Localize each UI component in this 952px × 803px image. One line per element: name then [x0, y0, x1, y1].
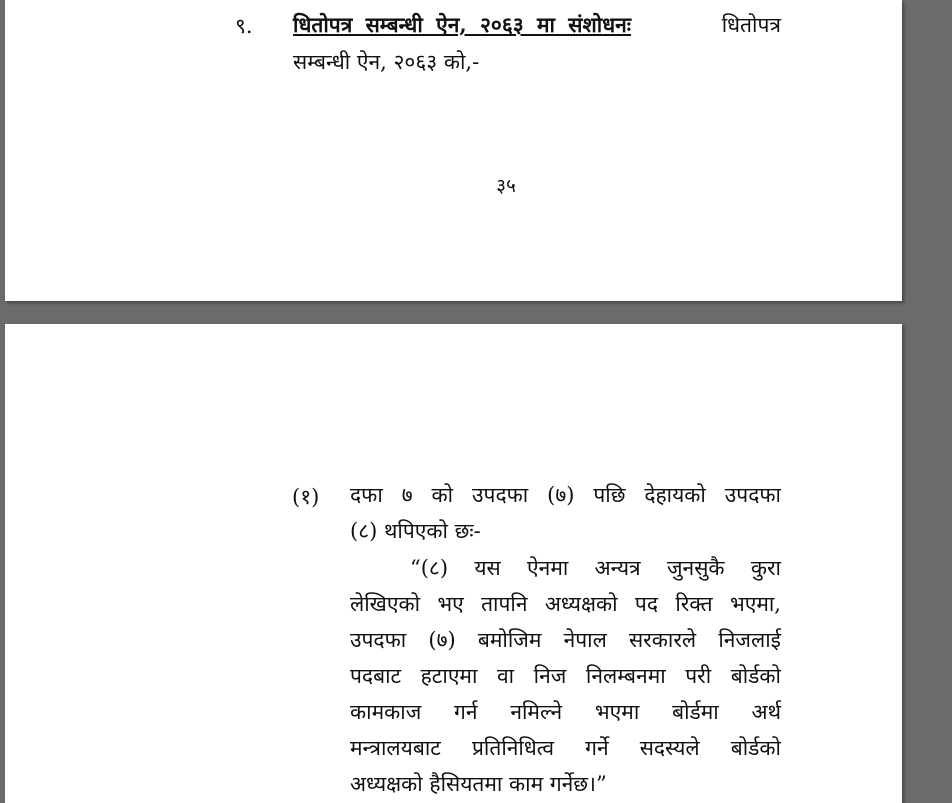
quoted-text-line: अध्यक्षको हैसियतमा काम गर्नेछ।”	[350, 772, 607, 796]
quoted-text-line: उपदफा (७) बमोजिम नेपाल सरकारले निजलाई	[350, 628, 781, 652]
document-page-top	[5, 0, 902, 301]
clause-text-line: दफा ७ को उपदफा (७) पछि देहायको उपदफा	[350, 483, 781, 507]
section-heading: धितोपत्र सम्बन्धी ऐन, २०६३ मा संशोधनः	[293, 12, 632, 37]
quoted-text-line: कामकाज गर्न नमिल्ने भएमा बोर्डमा अर्थ	[350, 700, 781, 724]
quoted-text-line: पदबाट हटाएमा वा निज निलम्बनमा परी बोर्डको	[350, 664, 781, 688]
clause-text-line: (८) थपिएको छः-	[350, 519, 481, 543]
section-number: ९.	[235, 14, 253, 38]
clause-number: (१)	[292, 485, 320, 509]
section-text-start: धितोपत्र	[721, 13, 781, 37]
section-first-line	[293, 11, 781, 39]
quoted-text-line: लेखिएको भए तापनि अध्यक्षको पद रिक्त भएमा,	[350, 592, 781, 616]
quoted-text-line: मन्त्रालयबाट प्रतिनिधित्व गर्ने सदस्यले बोर्डको	[350, 736, 781, 760]
quoted-text-line: “(८) यस ऐनमा अन्यत्र जुनसुकै कुरा	[410, 556, 781, 580]
page-number: ३५	[496, 175, 516, 197]
document-page-bottom	[5, 324, 902, 803]
section-text-continuation: सम्बन्धी ऐन, २०६३ को,-	[293, 50, 480, 74]
cut-off-text-line	[425, 0, 685, 6]
